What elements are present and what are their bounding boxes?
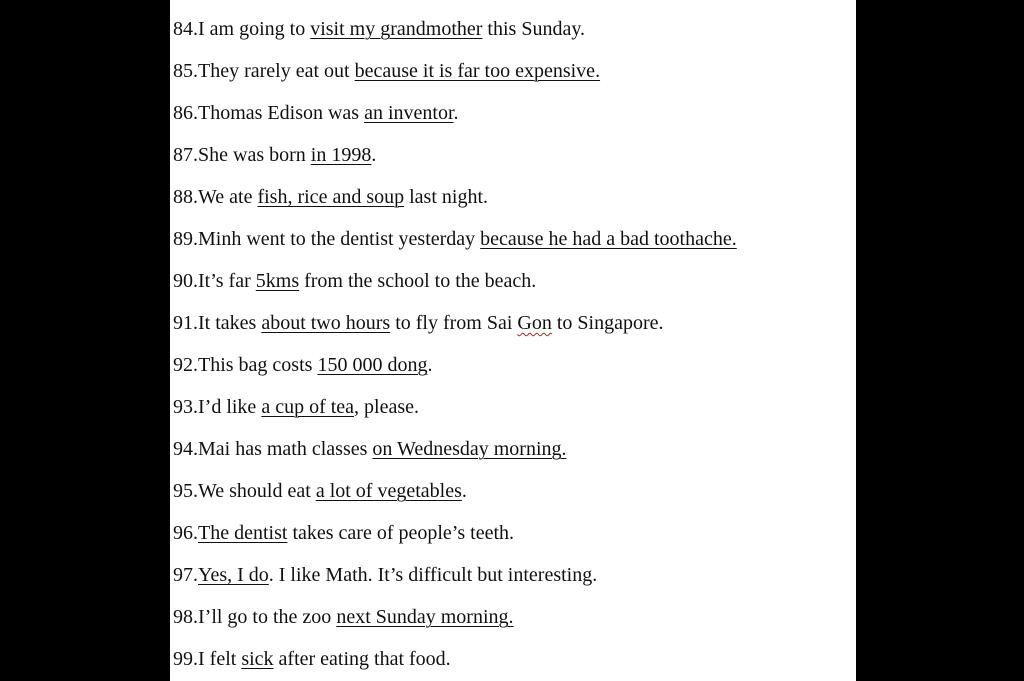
sentence-text: . bbox=[461, 480, 467, 502]
sentence-line bbox=[173, 605, 514, 629]
sentence-text: . bbox=[371, 144, 377, 166]
underlined-phrase: Yes, I do bbox=[198, 564, 269, 586]
sentence-text: . I like Math. It’s difficult but interesting. bbox=[268, 564, 598, 586]
sentence-line bbox=[173, 311, 664, 335]
sentence-text: after eating that food. bbox=[273, 648, 451, 670]
sentence-text: takes care of people’s teeth. bbox=[287, 522, 514, 544]
sentence-text: , please. bbox=[354, 396, 420, 418]
sentence-text: It’s far bbox=[198, 270, 256, 292]
sentence-line bbox=[173, 59, 600, 83]
sentence-number: 98. bbox=[173, 606, 198, 628]
sentence-text: I’ll go to the zoo bbox=[198, 606, 337, 628]
underlined-phrase: The dentist bbox=[198, 522, 288, 544]
sentence-number: 95. bbox=[173, 480, 198, 502]
sentence-text: Minh went to the dentist yesterday bbox=[198, 228, 481, 250]
underlined-phrase: sick bbox=[241, 648, 274, 670]
sentence-number: 91. bbox=[173, 312, 198, 334]
sentence-line bbox=[173, 479, 467, 503]
sentence-number: 88. bbox=[173, 186, 198, 208]
sentence-number: 94. bbox=[173, 438, 198, 460]
sentence-text: This bag costs bbox=[198, 354, 318, 376]
sentence-line bbox=[173, 521, 514, 545]
sentence-number: 92. bbox=[173, 354, 198, 376]
sentence-number: 89. bbox=[173, 228, 198, 250]
sentence-number: 93. bbox=[173, 396, 198, 418]
underlined-phrase: about two hours bbox=[261, 312, 391, 334]
sentence-number: 87. bbox=[173, 144, 198, 166]
underlined-phrase: visit my grandmother bbox=[310, 18, 483, 40]
sentence-line bbox=[173, 647, 451, 671]
document-page bbox=[170, 0, 856, 681]
underlined-phrase: because he had a bad toothache. bbox=[480, 228, 737, 250]
sentence-text: to Singapore. bbox=[551, 312, 664, 334]
sentence-line bbox=[173, 101, 459, 125]
sentence-text: I felt bbox=[198, 648, 242, 670]
sentence-line bbox=[173, 437, 567, 461]
sentence-line bbox=[173, 227, 737, 251]
underlined-phrase: a lot of vegetables bbox=[315, 480, 462, 502]
sentence-number: 85. bbox=[173, 60, 198, 82]
sentence-line bbox=[173, 17, 585, 41]
sentence-text: last night. bbox=[404, 186, 488, 208]
sentence-text: from the school to the beach. bbox=[299, 270, 537, 292]
underlined-phrase: next Sunday morning. bbox=[336, 606, 514, 628]
sentence-text: I am going to bbox=[198, 18, 311, 40]
sentence-number: 90. bbox=[173, 270, 198, 292]
sentence-number: 84. bbox=[173, 18, 198, 40]
underlined-phrase: fish, rice and soup bbox=[257, 186, 405, 208]
sentence-line bbox=[173, 269, 536, 293]
underlined-phrase: 5kms bbox=[255, 270, 300, 292]
sentence-number: 99. bbox=[173, 648, 198, 670]
sentence-text: . bbox=[453, 102, 459, 124]
underlined-phrase: on Wednesday morning. bbox=[372, 438, 567, 460]
sentence-text: We should eat bbox=[198, 480, 316, 502]
sentence-line bbox=[173, 143, 376, 167]
underlined-phrase: a cup of tea bbox=[261, 396, 355, 418]
spellcheck-flagged-word: Gon bbox=[517, 312, 552, 334]
underlined-phrase: an inventor bbox=[364, 102, 454, 124]
sentence-text: I’d like bbox=[198, 396, 262, 418]
underlined-phrase: because it is far too expensive. bbox=[354, 60, 601, 82]
sentence-text: this Sunday. bbox=[482, 18, 586, 40]
sentence-number: 86. bbox=[173, 102, 198, 124]
underlined-phrase: in 1998 bbox=[310, 144, 372, 166]
sentence-line bbox=[173, 353, 432, 377]
sentence-line bbox=[173, 395, 419, 419]
sentence-text: Thomas Edison was bbox=[198, 102, 365, 124]
sentence-line bbox=[173, 563, 597, 587]
sentence-text: to fly from Sai bbox=[390, 312, 518, 334]
sentence-line bbox=[173, 185, 488, 209]
sentence-number: 97. bbox=[173, 564, 198, 586]
sentence-text: It takes bbox=[198, 312, 262, 334]
underlined-phrase: 150 000 dong bbox=[317, 354, 428, 376]
sentence-text: . bbox=[427, 354, 433, 376]
sentence-text: We ate bbox=[198, 186, 258, 208]
sentence-number: 96. bbox=[173, 522, 198, 544]
sentence-text: Mai has math classes bbox=[198, 438, 373, 460]
sentence-text: They rarely eat out bbox=[198, 60, 355, 82]
sentence-text: She was born bbox=[198, 144, 311, 166]
